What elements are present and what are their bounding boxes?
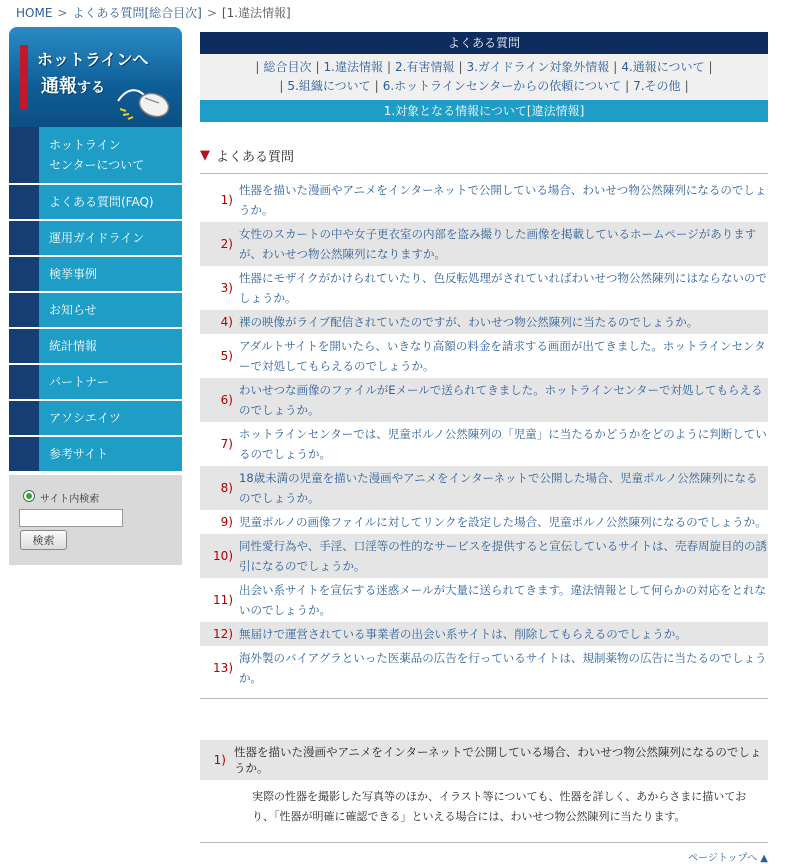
faq-question-number: 10) xyxy=(213,549,233,563)
page-top-link[interactable] xyxy=(200,849,768,864)
faq-question-number: 12) xyxy=(213,627,233,641)
faq-question-link[interactable]: 性器にモザイクがかけられていたり、色反転処理がされていればわいせつ物公然陳列にはならないのでしょうか。 xyxy=(239,271,767,305)
faq-question-number: 3) xyxy=(220,281,233,295)
banner-suru-word: する xyxy=(77,80,105,96)
category-link[interactable]: 7.その他 xyxy=(633,79,681,93)
question-list xyxy=(200,178,768,690)
category-links xyxy=(200,54,768,99)
site-search-radio[interactable] xyxy=(23,490,35,502)
category-separator: | xyxy=(315,60,320,74)
faq-question-row[interactable] xyxy=(200,622,768,646)
category-links-row xyxy=(204,58,764,77)
nav-mark xyxy=(9,221,39,255)
sidebar-item-label-line1: ホットライン xyxy=(49,138,121,152)
nav-mark xyxy=(9,329,39,363)
category-link[interactable]: 3.ガイドライン対象外情報 xyxy=(466,60,610,74)
sidebar-item-label: 検挙事例 xyxy=(49,267,98,281)
faq-question-link[interactable]: 同性愛行為や、手淫、口淫等の性的なサービスを提供すると宣伝しているサイトは、売春周旋目的の誘引になるのでしょうか。 xyxy=(239,539,767,573)
report-hotline-banner[interactable] xyxy=(9,27,182,127)
faq-question-row[interactable] xyxy=(200,422,768,466)
category-separator: | xyxy=(458,60,463,74)
category-links-row xyxy=(204,77,764,96)
arrow-up-icon: ▲ xyxy=(760,853,768,864)
faq-question-link[interactable]: 女性のスカートの中や女子更衣室の内部を盗み撮りした画像を掲載しているホームページがありますが、わいせつ物公然陳列になりますか。 xyxy=(239,227,757,261)
sidebar-item-associates[interactable] xyxy=(9,401,182,437)
faq-question-link[interactable]: 児童ポルノの画像ファイルに対してリンクを設定した場合、児童ポルノ公然陳列になるのでしょうか。 xyxy=(239,515,767,529)
faq-question-row[interactable] xyxy=(200,222,768,266)
category-separator: | xyxy=(613,60,618,74)
site-search-label: サイト内検索 xyxy=(40,494,100,505)
faq-question-link[interactable]: 性器を描いた漫画やアニメをインターネットで公開している場合、わいせつ物公然陳列になるのでしょうか。 xyxy=(239,183,767,217)
nav-mark xyxy=(9,293,39,327)
faq-question-link[interactable]: 裸の映像がライブ配信されていたのですが、わいせつ物公然陳列に当たるのでしょうか。 xyxy=(239,315,699,329)
banner-title-line1: ホットラインへ xyxy=(37,50,149,69)
faq-question-link[interactable]: 無届けで運営されている事業者の出会い系サイトは、削除してもらえるのでしょうか。 xyxy=(239,627,687,641)
breadcrumb xyxy=(16,4,291,21)
faq-question-row[interactable] xyxy=(200,534,768,578)
nav-mark xyxy=(9,437,39,471)
breadcrumb-home-link[interactable]: HOME xyxy=(16,6,53,20)
sidebar-item-guidelines[interactable] xyxy=(9,221,182,257)
category-link[interactable]: 4.通報について xyxy=(621,60,705,74)
sidebar-item-label: 参考サイト xyxy=(49,447,109,461)
faq-question-row[interactable] xyxy=(200,510,768,534)
category-subheader: 1.対象となる情報について[違法情報] xyxy=(200,100,768,122)
search-input[interactable] xyxy=(19,509,123,527)
sidebar-item-faq[interactable] xyxy=(9,185,182,221)
category-separator: | xyxy=(708,60,713,74)
banner-title-line2 xyxy=(41,72,105,98)
nav-mark xyxy=(9,257,39,291)
breadcrumb-separator: > xyxy=(57,6,68,20)
faq-question-number: 9) xyxy=(220,515,233,529)
sidebar-item-about-center[interactable] xyxy=(9,127,182,185)
breadcrumb-faq-index-link[interactable]: よくある質問[総合目次] xyxy=(72,6,202,20)
faq-question-number: 5) xyxy=(220,349,233,363)
faq-question-number: 1) xyxy=(220,193,233,207)
nav-mark xyxy=(9,185,39,219)
faq-question-row[interactable] xyxy=(200,334,768,378)
sidebar-item-reference-sites[interactable] xyxy=(9,437,182,473)
sidebar-item-label: アソシエイツ xyxy=(49,411,122,425)
breadcrumb-separator: > xyxy=(206,6,217,20)
section-title-text: よくある質問 xyxy=(216,149,295,165)
sidebar-item-statistics[interactable] xyxy=(9,329,182,365)
faq-question-number: 4) xyxy=(220,315,233,329)
nav-mark xyxy=(9,127,39,183)
faq-question-number: 11) xyxy=(213,593,233,607)
category-separator: | xyxy=(684,79,689,93)
triangle-down-icon: ▼ xyxy=(200,147,210,163)
answer-text: 実際の性器を撮影した写真等のほか、イラスト等についても、性器を詳しく、あからさまに描いており、「性器が明確に確認できる」といえる場合には、わいせつ物公然陳列に当たります。 xyxy=(252,790,747,823)
faq-question-number: 2) xyxy=(220,237,233,251)
faq-question-row[interactable] xyxy=(200,310,768,334)
sidebar xyxy=(9,27,182,565)
sidebar-item-label: よくある質問(FAQ) xyxy=(49,195,154,209)
sidebar-item-label: パートナー xyxy=(49,375,110,389)
category-separator: | xyxy=(386,60,392,74)
sidebar-item-label: 統計情報 xyxy=(49,339,98,353)
faq-question-link[interactable]: ホットラインセンターでは、児童ポルノ公然陳列の「児童」に当たるかどうかをどのように判断しているのでしょうか。 xyxy=(239,427,767,461)
sidebar-item-label-line2: センターについて xyxy=(49,158,145,172)
faq-question-number: 6) xyxy=(220,393,233,407)
category-link[interactable]: 総合目次 xyxy=(263,60,312,74)
divider xyxy=(200,842,768,843)
sidebar-item-arrest-cases[interactable] xyxy=(9,257,182,293)
sidebar-nav xyxy=(9,127,182,473)
faq-question-row[interactable] xyxy=(200,178,768,222)
sidebar-item-label xyxy=(39,135,144,175)
sidebar-item-news[interactable] xyxy=(9,293,182,329)
banner-stripe xyxy=(20,45,28,109)
faq-question-link[interactable]: わいせつな画像のファイルがEメールで送られてきました。ホットラインセンターで対処してもらえるのでしょうか。 xyxy=(239,383,763,417)
category-link[interactable]: 6.ホットラインセンターからの依頼について xyxy=(382,79,622,93)
section-title xyxy=(200,145,768,165)
faq-question-row[interactable] xyxy=(200,378,768,422)
category-link[interactable]: 2.有害情報 xyxy=(395,60,455,74)
category-separator: | xyxy=(625,79,630,93)
sidebar-item-label: お知らせ xyxy=(49,303,97,317)
search-button[interactable]: 検索 xyxy=(20,530,67,550)
faq-question-number: 13) xyxy=(213,661,233,675)
faq-question-number: 8) xyxy=(220,481,233,495)
sidebar-item-label: 運用ガイドライン xyxy=(49,231,145,245)
faq-question-link[interactable]: 出会い系サイトを宣伝する迷惑メールが大量に送られてきます。違法情報として何らかの対応をとれないのでしょうか。 xyxy=(239,583,767,617)
faq-question-row[interactable] xyxy=(200,646,768,690)
faq-question-link[interactable]: アダルトサイトを開いたら、いきなり高額の料金を請求する画面が出てきました。ホットラインセンターで対処してもらえるのでしょうか。 xyxy=(239,339,766,373)
sidebar-item-partners[interactable] xyxy=(9,365,182,401)
nav-mark xyxy=(9,365,39,399)
category-link[interactable]: 1.違法情報 xyxy=(323,60,383,74)
main-content xyxy=(200,32,768,699)
faq-question-link[interactable]: 海外製のバイアグラといった医薬品の広告を行っているサイトは、規制薬物の広告に当たるのでしょうか。 xyxy=(239,651,767,685)
faq-question-row[interactable] xyxy=(200,266,768,310)
breadcrumb-current: [1.違法情報] xyxy=(221,6,291,20)
page-top-label: ページトップへ xyxy=(687,853,758,864)
site-search-panel xyxy=(9,473,182,565)
divider xyxy=(200,173,768,174)
computer-mouse-icon xyxy=(114,81,174,121)
category-separator: | xyxy=(255,60,260,74)
faq-question-row[interactable] xyxy=(200,466,768,510)
answer-question-number: 1) xyxy=(213,753,226,767)
faq-question-link[interactable]: 18歳未満の児童を描いた漫画やアニメをインターネットで公開した場合、児童ポルノ公然陳列になるのでしょうか。 xyxy=(239,471,758,505)
answer-question-text: 性器を描いた漫画やアニメをインターネットで公開している場合、わいせつ物公然陳列になるのでしょうか。 xyxy=(234,745,762,775)
category-link[interactable]: 5.組織について xyxy=(287,79,371,93)
faq-question-number: 7) xyxy=(220,437,233,451)
answer-section xyxy=(200,740,768,864)
category-separator: | xyxy=(279,79,284,93)
category-separator: | xyxy=(374,79,379,93)
faq-question-row[interactable] xyxy=(200,578,768,622)
nav-mark xyxy=(9,401,39,435)
banner-report-word: 通報 xyxy=(41,76,77,97)
faq-header: よくある質問 xyxy=(200,32,768,54)
divider xyxy=(200,698,768,699)
answer-question xyxy=(200,740,768,780)
